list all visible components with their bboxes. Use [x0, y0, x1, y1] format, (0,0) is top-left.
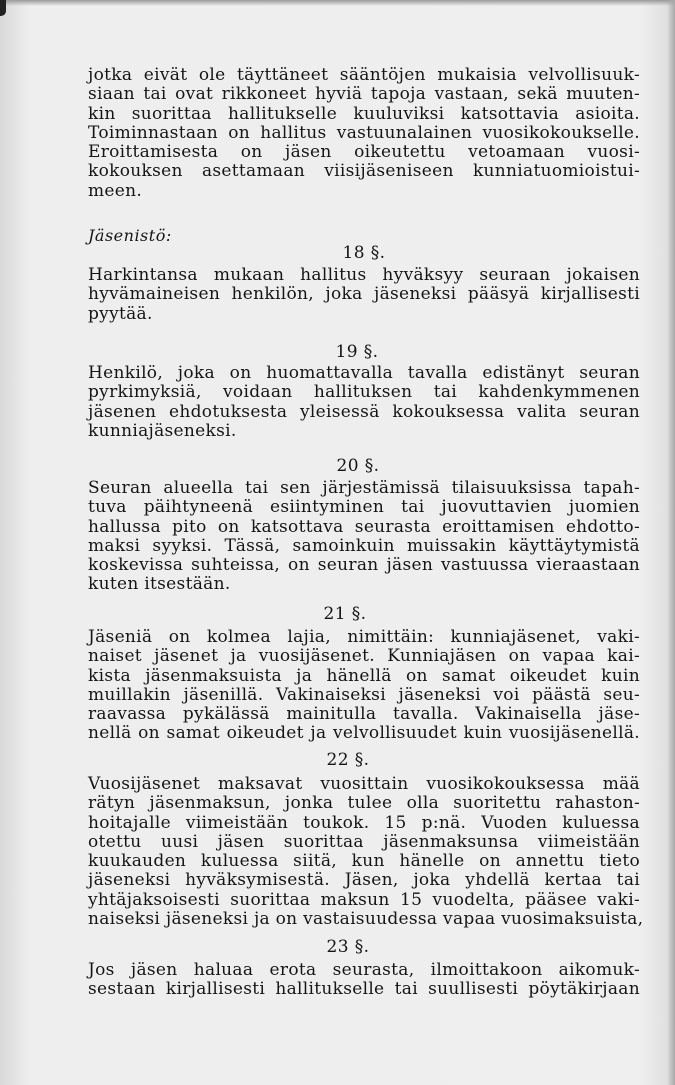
text-line: Eroittamisesta on jäsen oikeutettu vetoamaan vuosi- — [88, 142, 640, 163]
section-number: 23 §. — [326, 937, 370, 957]
text-line: jotka eivät ole täyttäneet sääntöjen mukaisia velvollisuuk- — [88, 65, 640, 85]
text-line: pyrkimyksiä, voidaan hallituksen tai kahdenkymmenen — [88, 382, 640, 403]
text-line: Toiminnastaan on hallitus vastuunalainen vuosikokoukselle. — [88, 122, 640, 143]
text-line: jäseneksi hyväksymisestä. Jäsen, joka yhdellä kertaa tai — [88, 870, 640, 891]
section-number: 19 §. — [335, 342, 379, 362]
page-top-edge — [0, 0, 675, 6]
text-line: koskevissa suhteissa, on seuran jäsen vastuussa vieraastaan — [88, 555, 640, 576]
section-number: 22 §. — [326, 750, 370, 770]
text-line: kin suorittaa hallitukselle kuuluviksi katsottavia asioita. — [88, 103, 640, 124]
text-line: Vuosijäsenet maksavat vuosittain vuosikokouksessa mää — [88, 774, 640, 794]
text-line: Jäseniä on kolmea lajia, nimittäin: kunniajäsenet, vaki- — [88, 627, 640, 647]
text-line: naiset jäsenet ja vuosijäsenet. Kunniajäsen on vapaa kai- — [88, 646, 640, 667]
section-paragraph — [88, 628, 640, 744]
text-line: rätyn jäsenmaksun, jonka tulee olla suoritettu rahaston- — [88, 793, 640, 814]
section-paragraph — [88, 479, 640, 595]
section-paragraph — [88, 774, 644, 930]
section-paragraph — [88, 364, 640, 441]
text-line: kuukauden kuluessa siitä, kun hänelle on annettu tieto — [88, 851, 640, 872]
text-line: sestaan kirjallisesti hallitukselle tai suullisesti pöytäkirjaan — [88, 979, 640, 1000]
text-line: otettu uusi jäsen suorittaa jäsenmaksunsa viimeistään — [88, 831, 640, 852]
text-line: nellä on samat oikeudet ja velvollisuudet kuin vuosijäsenellä. — [88, 723, 640, 744]
text-line: kista jäsenmaksuista ja hänellä on samat oikeudet kuin — [88, 665, 640, 686]
section-heading: Jäsenistö: — [88, 226, 172, 245]
intro-paragraph — [88, 66, 640, 201]
text-line: naiseksi jäseneksi ja on vastaisuudessa vapaa vuosimaksuista, — [88, 909, 644, 930]
text-line: hallussa pito on katsottava seurasta eroittamisen ehdotto- — [88, 516, 640, 537]
text-line: yhtäjaksoisesti suorittaa maksun 15 vuodelta, pääsee vaki- — [88, 889, 640, 910]
text-line: muillakin jäsenillä. Vakinaiseksi jäseneksi voi päästä seu- — [88, 684, 640, 705]
text-line: maksi syyksi. Tässä, samoinkuin muissakin käyttäytymistä — [88, 535, 640, 556]
corner-mark — [0, 0, 6, 16]
text-line: Henkilö, joka on huomattavalla tavalla edistänyt seuran — [88, 363, 640, 383]
text-line: hyvämaineisen henkilön, joka jäseneksi pääsyä kirjallisesti — [88, 284, 640, 305]
page-right-edge — [667, 0, 675, 1085]
text-line: kokouksen asettamaan viisijäseniseen kunniatuomioistui- — [88, 161, 640, 182]
text-line: Jos jäsen haluaa erota seurasta, ilmoittakoon aikomuk- — [88, 960, 640, 980]
section-number: 20 §. — [336, 456, 380, 476]
section-number: 21 §. — [323, 604, 367, 624]
text-line: tuva päihtyneenä esiintyminen tai juovuttavien juomien — [88, 497, 640, 518]
text-line: kuten itsestään. — [88, 574, 231, 595]
text-line: raavassa pykälässä mainitulla tavalla. Vakinaisella jäse- — [88, 704, 640, 725]
text-line: meen. — [88, 180, 143, 201]
text-line: kunniajäseneksi. — [88, 420, 237, 441]
text-line: siaan tai ovat rikkoneet hyviä tapoja vastaan, sekä muuten- — [88, 84, 640, 105]
text-line: hoitajalle viimeistään toukok. 15 p:nä. Vuoden kuluessa — [88, 812, 640, 833]
text-line: Harkintansa mukaan hallitus hyväksyy seuraan jokaisen — [88, 265, 640, 285]
text-line: Seuran alueella tai sen järjestämissä tilaisuuksissa tapah- — [88, 478, 640, 498]
section-paragraph — [88, 961, 640, 1000]
section-number: 18 §. — [342, 243, 386, 263]
text-line: pyytää. — [88, 303, 153, 324]
text-line: jäsenen ehdotuksesta yleisessä kokouksessa valita seuran — [88, 401, 640, 422]
section-paragraph — [88, 266, 640, 324]
